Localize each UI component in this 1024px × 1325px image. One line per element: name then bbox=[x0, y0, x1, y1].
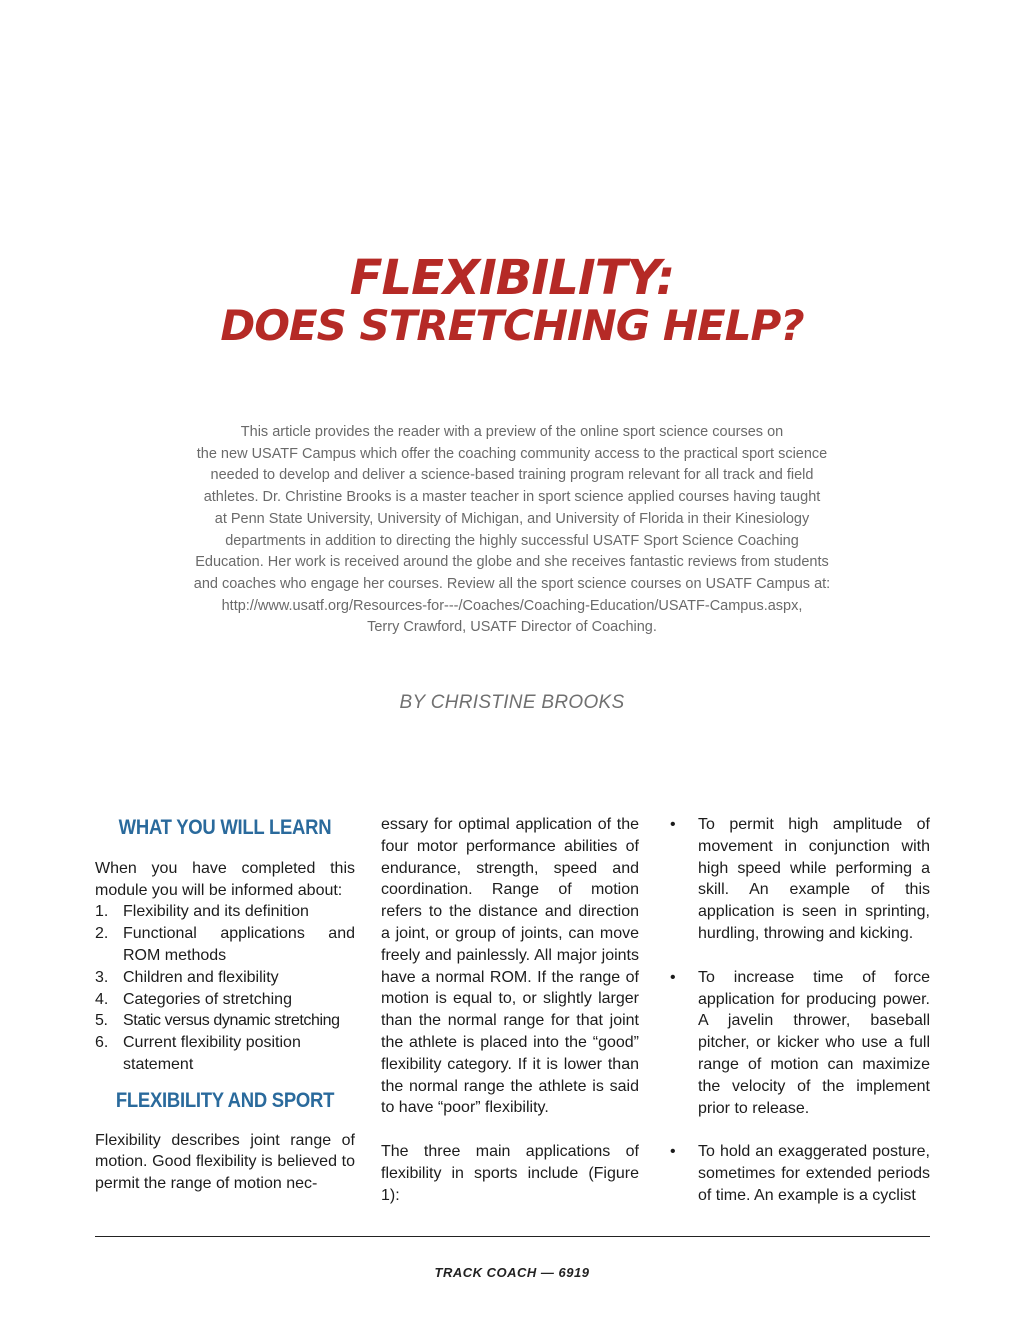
list-item-text: To increase time of force application for producing power. A javelin thrower, baseball pitcher, or kicker who use a full range of motion can maximize the velocity of the implement prior to release. bbox=[698, 968, 930, 1117]
list-item bbox=[95, 1032, 355, 1076]
section-heading-learn: WHAT YOU WILL LEARN bbox=[118, 816, 332, 839]
list-item-text: Categories of stretching bbox=[123, 990, 292, 1008]
intro-line: the new USATF Campus which offer the coaching community access to the practical sport science bbox=[196, 445, 828, 462]
list-item bbox=[95, 923, 355, 967]
list-item bbox=[95, 1010, 355, 1032]
list-item-text: Current flexibility position statement bbox=[123, 1034, 301, 1073]
intro-line: athletes. Dr. Christine Brooks is a master teacher in sport science applied courses having taught bbox=[203, 489, 821, 506]
list-item-text: Flexibility and its definition bbox=[123, 903, 309, 921]
sport-paragraph-start: Flexibility describes joint range of motion. Good flexibility is believed to permit the range of motion nec- bbox=[95, 1131, 355, 1193]
sport-paragraph-continued: essary for optimal application of the four motor performance abilities of endurance, strength, speed and coordination. Range of motion refers to the distance and direction a joint, or group of joints, can move freely and painlessly. All major joints have a normal ROM. If the range of motion is equal to, or slightly larger than the normal range for that joint the athlete is placed into the “good” flexibility category. If it is lower than the normal range the athlete is said to have “poor” flexibility. bbox=[381, 816, 639, 1117]
learn-list bbox=[95, 901, 355, 1075]
list-item bbox=[667, 967, 930, 1120]
section-heading-sport: FLEXIBILITY AND SPORT bbox=[115, 1088, 335, 1112]
intro-line: needed to develop and deliver a science-based training program relevant for all track and field bbox=[210, 467, 814, 484]
applications-list bbox=[667, 814, 930, 1207]
list-item-text: Functional applications and ROM methods bbox=[123, 925, 355, 964]
list-number: 2. bbox=[95, 925, 109, 943]
intro-paragraph bbox=[130, 422, 894, 639]
column-middle bbox=[381, 814, 639, 1207]
bullet-icon: • bbox=[670, 1143, 676, 1161]
list-item-text: Static versus dynamic stretching bbox=[123, 1012, 340, 1030]
list-item-text: Children and flexibility bbox=[123, 968, 279, 986]
author-byline: BY CHRISTINE BROOKS bbox=[399, 692, 625, 713]
intro-line: This article provides the reader with a preview of the online sport science courses on bbox=[240, 424, 784, 440]
page-footer: TRACK COACH — 6919 bbox=[434, 1265, 590, 1280]
list-item bbox=[95, 967, 355, 989]
list-item bbox=[667, 814, 930, 945]
column-left bbox=[95, 814, 355, 1195]
bullet-icon: • bbox=[670, 816, 676, 833]
list-number: 5. bbox=[95, 1012, 108, 1030]
list-item bbox=[95, 901, 355, 923]
list-item bbox=[95, 989, 355, 1011]
list-item bbox=[667, 1141, 930, 1206]
intro-line: Education. Her work is received around the globe and she receives fantastic reviews from students bbox=[195, 554, 829, 571]
bullet-icon: • bbox=[670, 968, 676, 986]
footer-divider bbox=[95, 1236, 930, 1237]
applications-intro: The three main applications of flexibility in sports include (Figure 1): bbox=[381, 1143, 639, 1204]
intro-url-line: http://www.usatf.org/Resources-for---/Coaches/Coaching-Education/USATF-Campus.aspx, bbox=[221, 597, 803, 614]
list-item-text: To hold an exaggerated posture, sometimes for extended periods of time. An example is a cyclist bbox=[698, 1143, 930, 1204]
list-number: 4. bbox=[95, 990, 109, 1008]
list-number: 1. bbox=[95, 903, 109, 921]
article-title-line1: FLEXIBILITY: bbox=[349, 250, 675, 306]
intro-line: at Penn State University, University of Michigan, and University of Florida in their Kinesiology bbox=[214, 510, 810, 527]
intro-line: and coaches who engage her courses. Review all the sport science courses on USATF Campus at: bbox=[193, 575, 831, 592]
column-right bbox=[667, 814, 930, 1229]
article-title-line2: DOES STRETCHING HELP? bbox=[220, 301, 804, 350]
intro-line: departments in addition to directing the highly successful USATF Sport Science Coaching bbox=[225, 532, 799, 549]
intro-line: Terry Crawford, USATF Director of Coaching. bbox=[367, 619, 657, 636]
list-item-text: To permit high amplitude of movement in conjunction with high speed while performing a skill. An example of this application is seen in sprinting, hurdling, throwing and kicking. bbox=[698, 816, 930, 942]
learn-intro: When you have completed this module you will be informed about: bbox=[95, 859, 355, 899]
list-number: 6. bbox=[95, 1034, 109, 1052]
list-number: 3. bbox=[95, 968, 109, 986]
